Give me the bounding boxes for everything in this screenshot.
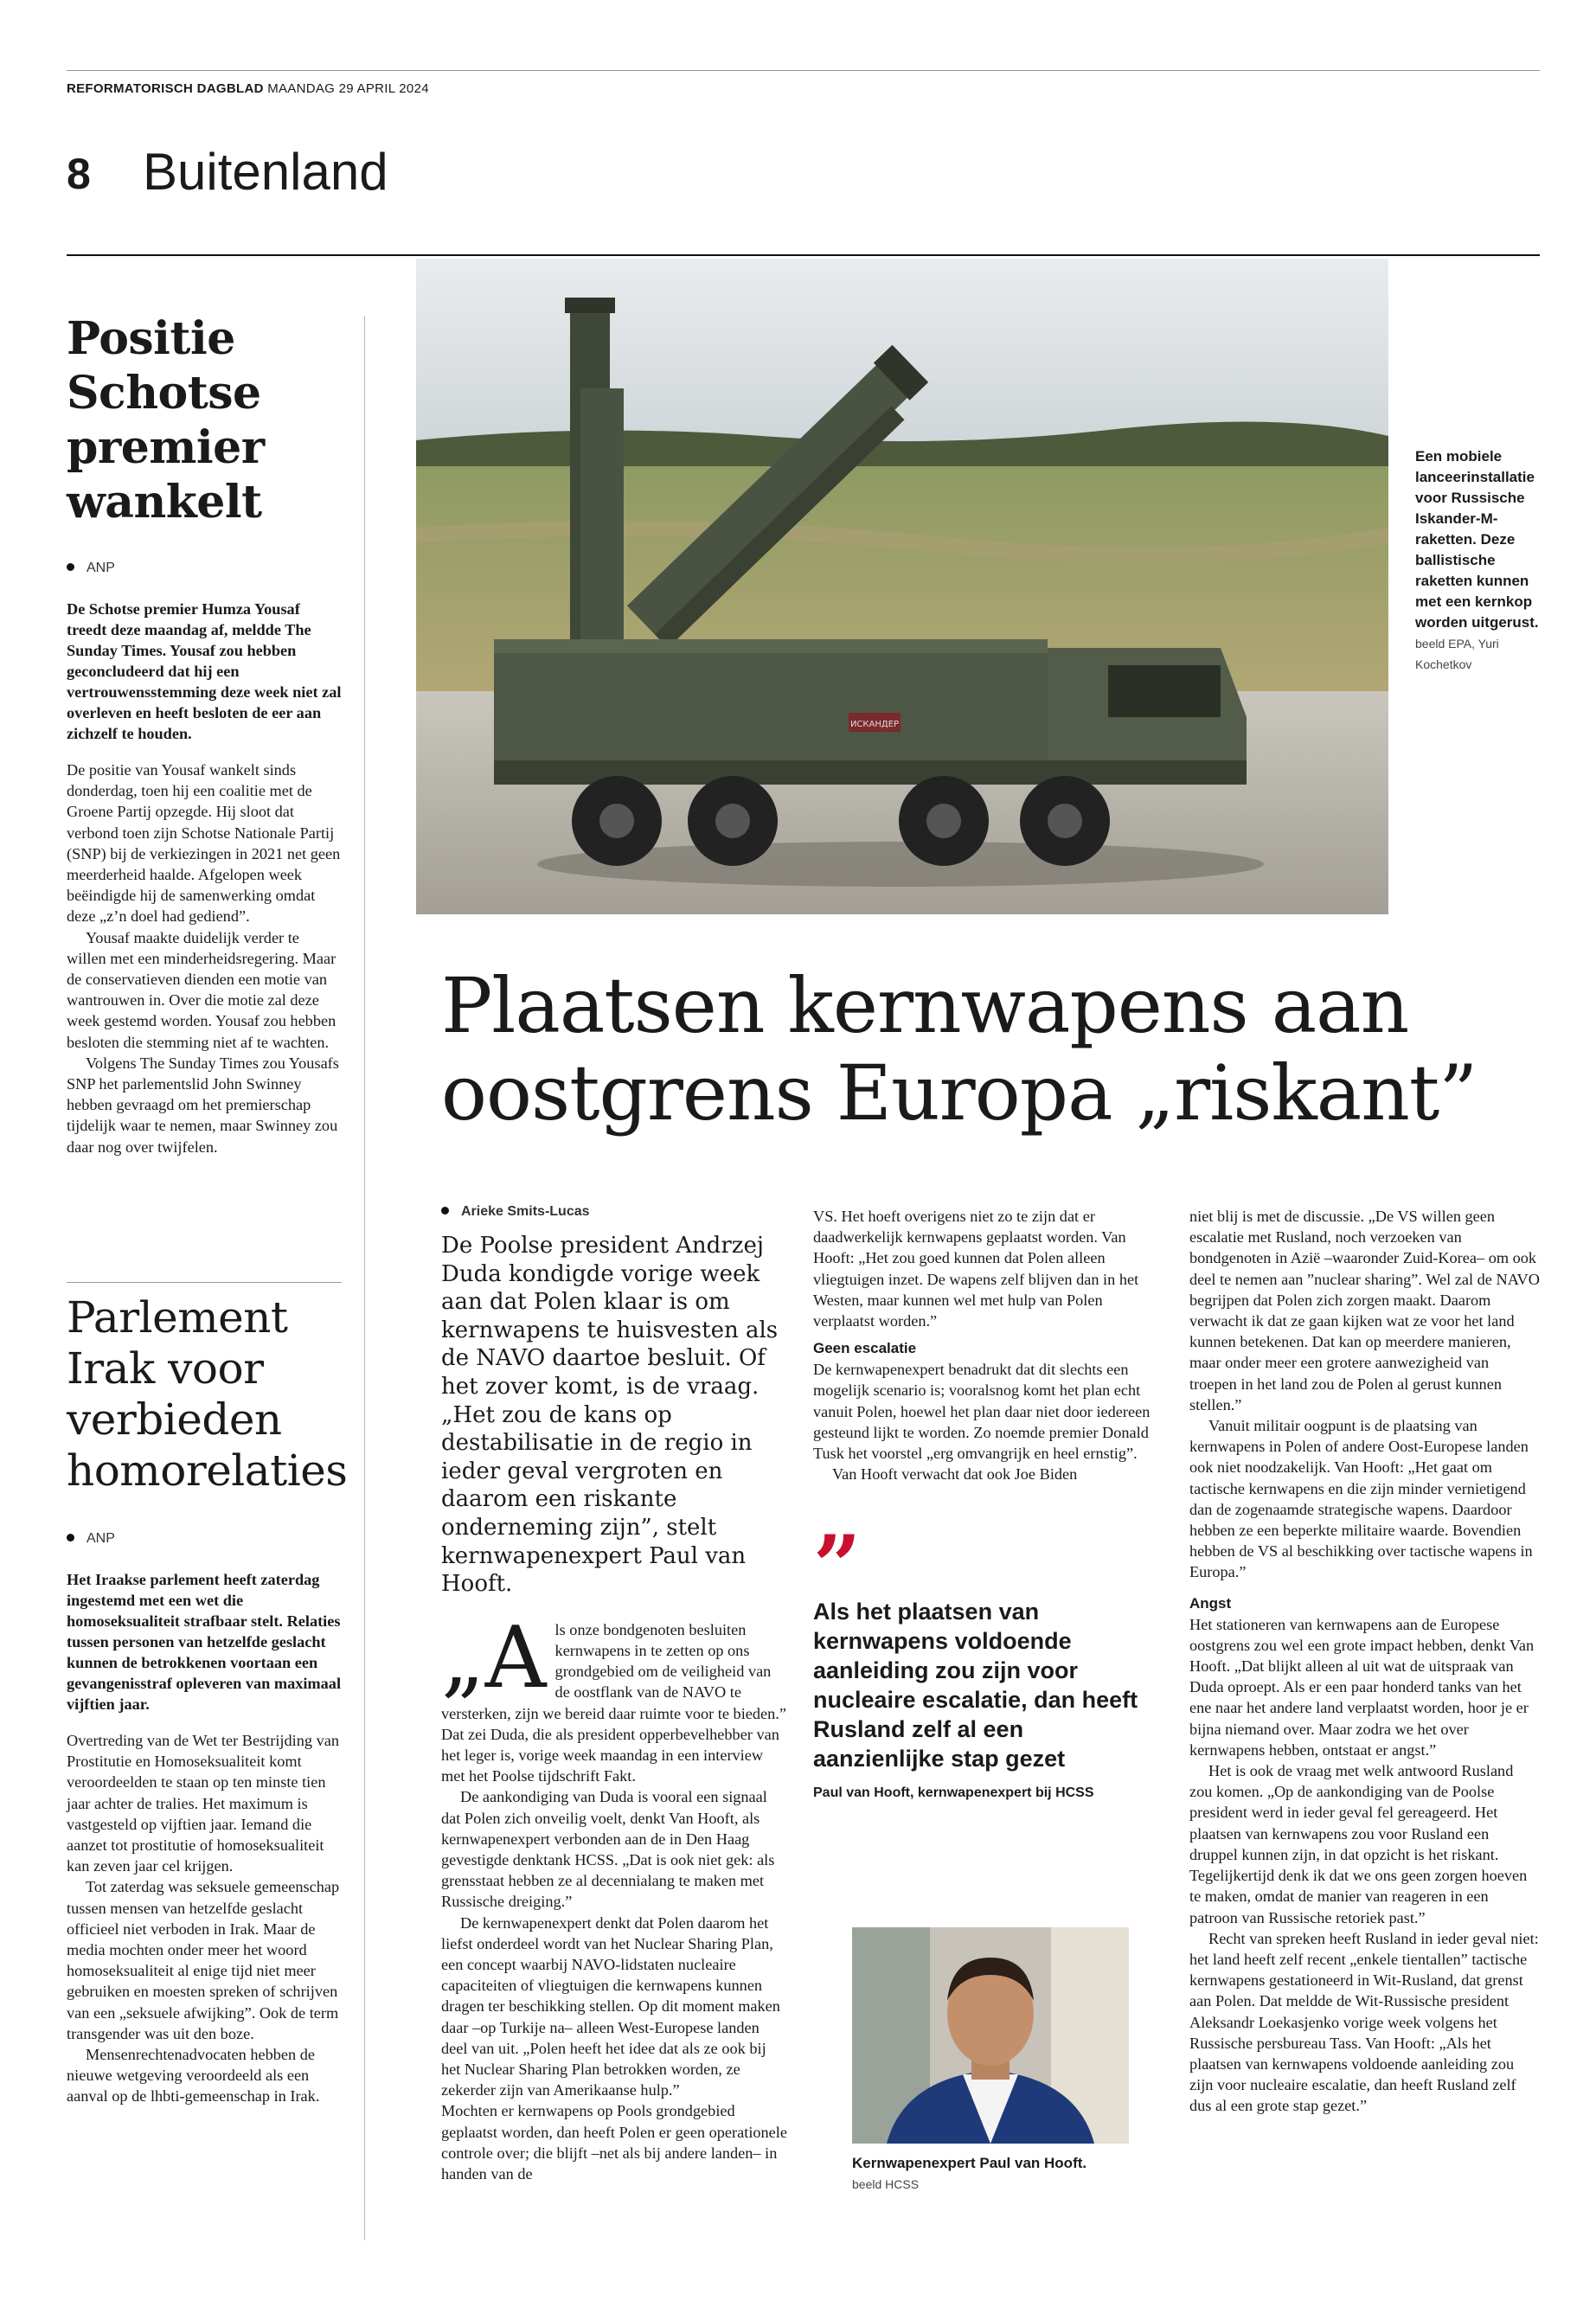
sidebar-headline: Positie Schotse premier wankelt [67, 312, 265, 529]
page-number: 8 [67, 150, 91, 198]
article-intro: De Poolse president Andrzej Duda kondigde vorige week aan dat Polen klaar is om kernwapens te huisvesten als de NAVO daartoe besluit. Of het zover komt, is de vraag. „Het zou de kans op destabilisatie in de regio in ieder geval vergroten en daarom een riskante onderneming zijn”, stelt kernwapenexpert Paul van Hooft. [441, 1233, 779, 1598]
portrait-caption: Kernwapenexpert Paul van Hooft. beeld HCSS [852, 2153, 1138, 2195]
article-column-3 [1189, 1206, 1540, 2117]
paper-name: REFORMATORISCH DAGBLAD [67, 81, 264, 96]
vehicle-badge-text: ИСКАНДЕР [849, 720, 900, 729]
article-body-2: VS. Het hoeft overigens niet zo te zijn dat er daadwerkelijk kernwapens geplaatst worden. Van Hooft: „Het zou goed kunnen dat Polen alleen vliegtuigen inzet. De wapens zelf blijven dan in het Westen, maar kunnen wel met hulp van Polen verplaatst worden.” Geen escalatie De kernwapenexpert benadrukt dat dit slechts een mogelijk scenario is; vooralsnog komt het plan echt vanuit Polen, hoewel het plan daar niet door iedereen gesteund lijkt te worden. Zo noemde premier Donald Tusk het voorstel „erg omvangrijk en heel ernstig”. Van Hooft verwacht dat ook Joe Biden [813, 1206, 1159, 1484]
section-rule [67, 254, 1540, 256]
photo-credit: beeld EPA, Yuri Kochetkov [1415, 637, 1499, 671]
subhead-geen-escalatie: Geen escalatie [813, 1340, 917, 1357]
photo-caption: Een mobiele lanceerinstallatie voor Russische Iskander-M-raketten. Deze ballistische raketten kunnen met een kernkop worden uitgerust. beeld EPA, Yuri Kochetkov [1415, 448, 1539, 671]
sidebar-lead: De Schotse premier Humza Yousaf treedt deze maandag af, meldde The Sunday Times. Yousaf zou hebben geconcludeerd dat hij een vertrouwensstemming deze week niet zal overleven en heeft besloten de eer aan zichzelf te houden. [67, 600, 342, 742]
article-column-1 [441, 1204, 787, 2184]
masthead [67, 81, 429, 96]
pull-quote [813, 1517, 1159, 1801]
missile-launcher-photo [416, 259, 1388, 914]
sidebar-byline: ANP [67, 561, 342, 576]
sidebar-headline: Parlement Irak voor verbieden homorelaties [67, 1292, 348, 1496]
portrait-credit: beeld HCSS [852, 2177, 920, 2191]
top-rule [67, 70, 1540, 71]
sidebar-divider [67, 1282, 342, 1283]
portrait-photo [852, 1927, 1129, 2144]
article-byline: Arieke Smits-Lucas [441, 1204, 787, 1220]
subhead-angst: Angst [1189, 1594, 1232, 1612]
article-column-2 [813, 1206, 1159, 1801]
missile-launcher-illustration [416, 259, 1388, 914]
sidebar-article-scotland [67, 311, 342, 1157]
issue-date: MAANDAG 29 APRIL 2024 [267, 81, 429, 96]
portrait-illustration [852, 1927, 1129, 2144]
pull-quote-source: Paul van Hooft, kernwapenexpert bij HCSS [813, 1785, 1094, 1801]
sidebar-body: De positie van Yousaf wankelt sinds donderdag, toen hij een coalitie met de Groene Partij opzegde. Hij sloot dat verbond toen zijn Schotse Nationale Partij (SNP) bij de verkiezingen in 2021 net geen meerderheid haalde. Afgelopen week beëindigde hij de samenwerking omdat deze „z’n doel had gediend”. Yousaf maakte duidelijk verder te willen met een minderheidsregering. Maar de conservatieven dienden een motie van wantrouwen in. Over die motie zal deze week gestemd worden. Yousaf zou hebben besloten die stemming niet af te wachten. Volgens The Sunday Times zou Yousafs SNP het parlementslid John Swinney hebben gevraagd om het premierschap tijdelijk waar te nemen, maar Swinney zou daar nog over twijfelen. [67, 761, 341, 1156]
dropcap: „A [441, 1608, 547, 1708]
sidebar-body: Overtreding van de Wet ter Bestrijding van Prostitutie en Homoseksualiteit komt veroordeelden te staan op ten minste tien jaar achter de tralies. Het maximum is vastgesteld op vijftien jaar. Iemand die aanzet tot prostitutie of homoseksualiteit kan zeven jaar cel krijgen. Tot zaterdag was seksuele gemeenschap tussen mensen van hetzelfde geslacht officieel niet verboden in Irak. Maar de media mochten onder meer het woord homoseksualiteit al enige tijd niet meer gebruiken en moesten spreken of schrijven van een „seksuele afwijking”. Ook de term transgender was uit den boze. Mensenrechtenadvocaten hebben de nieuwe wetgeving veroordeeld als een aanval op de lhbti-gemeenschap in Irak. [67, 1732, 340, 2106]
pull-quote-text: Als het plaatsen van kernwapens voldoende aanleiding zou zijn voor nucleaire escalatie, dan heeft Rusland zelf al een aanzienlijke stap gezet [813, 1599, 1138, 1772]
sidebar-article-iraq [67, 1292, 348, 2107]
column-rule [364, 316, 365, 2240]
section-title: Buitenland [143, 143, 388, 201]
article-body-3: niet blij is met de discussie. „De VS willen geen escalatie met Rusland, noch verzoeken van bondgenoten in Azië –waaronder Zuid-Korea– om ook deel te nemen aan ”nuclear sharing”. Wel zal de NAVO begrijpen dat Polen zich zorgen maakt. Daarom verwacht ik dat ze gaan kijken wat ze voor het land kunnen betekenen. Dat kan op meerdere manieren, maar onder meer een grotere aanwezigheid van troepen in het land zou de Polen al gerust kunnen stellen.” Vanuit militair oogpunt is de plaatsing van kernwapens in Polen of andere Oost-Europese landen ook niet noodzakelijk. Van Hooft: „Het gaat om tactische kernwapens en die zijn minder vernietigend dan de zogenaamde strategische wapens. Daardoor hebben ze een beperkte militaire waarde. Bovendien hebben de VS al beschikking over tactische wapens in Europa.” Angst Het stationeren van kernwapens aan de Europese oostgrens zou wel een grote impact hebben, denkt Van Hooft. „Dat blijkt alleen al uit wat de uitspraak van Duda oproept. Als er een paar honderd tanks van het ene naar het andere land verplaatst worden, hoor je er bijna niemand over. Maar zodra we het over kernwapens hebben, ontstaat er angst.” Het is ook de vraag met welk antwoord Rusland zou komen. „Op de aankondiging van de Poolse president werd in ieder geval fel gereageerd. Het plaatsen van kernwapens zou voor Rusland een druppel kunnen zijn, in dat opzicht is het riskant. Tegelijkertijd denk ik dat we ons geen zorgen hoeven te maken, omdat de manier van reageren in een patroon van Russische retoriek past.” Recht van spreken heeft Rusland in ieder geval niet: het land heeft zelf recent „enkele tientallen” tactische kernwapens gestationeerd in Wit-Rusland, dat grenst aan Polen. Dat meldde de Wit-Russische president Aleksandr Loekasjenko vorige week volgens het Russische persbureau Tass. Van Hooft: „Als het plaatsen van kernwapens voldoende aanleiding zou zijn voor nucleaire escalatie, dan heeft Rusland zelf dus al een grote stap gezet.” [1189, 1208, 1540, 2115]
sidebar-byline: ANP [67, 1531, 342, 1547]
sidebar-lead: Het Iraakse parlement heeft zaterdag ingestemd met een wet die homoseksualiteit strafbaar stelt. Relaties tussen personen van hetzelfde geslacht kunnen de betrokkenen voortaan een gevangenisstraf opleveren van maximaal vijftien jaar. [67, 1571, 342, 1713]
article-body-1: „Als onze bondgenoten besluiten kernwapens in te zetten op ons grondgebied om de veiligheid van de oostflank van de NAVO te versterken, zijn we bereid daar ruimte voor te bieden.” Dat zei Duda, die als president opperbevelhebber van het leger is, vorige week maandag in een interview met het Poolse tijdschrift Fakt. De aankondiging van Duda is vooral een signaal dat Polen zich onveilig voelt, denkt Van Hooft, als kernwapenexpert verbonden aan de in Den Haag gevestigde denktank HCSS. „Dat is ook niet gek: als grensstaat hebben ze al decennialang te maken met Russische dreiging.” De kernwapenexpert denkt dat Polen daarom het liefst onderdeel wordt van het Nuclear Sharing Plan, een concept waarbij NAVO-lidstaten nucleaire capaciteiten of vliegtuigen die kernwapens kunnen dragen ter beschikking stellen. Op dit moment maken daar –op Turkije na– alleen West-Europese landen deel van uit. „Polen heeft het idee dat als ze ook bij het Nuclear Sharing Plan betrokken worden, ze zekerder zijn van Amerikaanse hulp.” Mochten er kernwapens op Pools grondgebied geplaatst worden, dan heeft Polen er geen operationele controle over; die blijft –net als bij andere landen– in handen van de [441, 1608, 787, 2182]
quote-icon: ” [813, 1517, 862, 1616]
main-headline: Plaatsen kernwapens aan oostgrens Europa „riskant” [441, 961, 1477, 1138]
